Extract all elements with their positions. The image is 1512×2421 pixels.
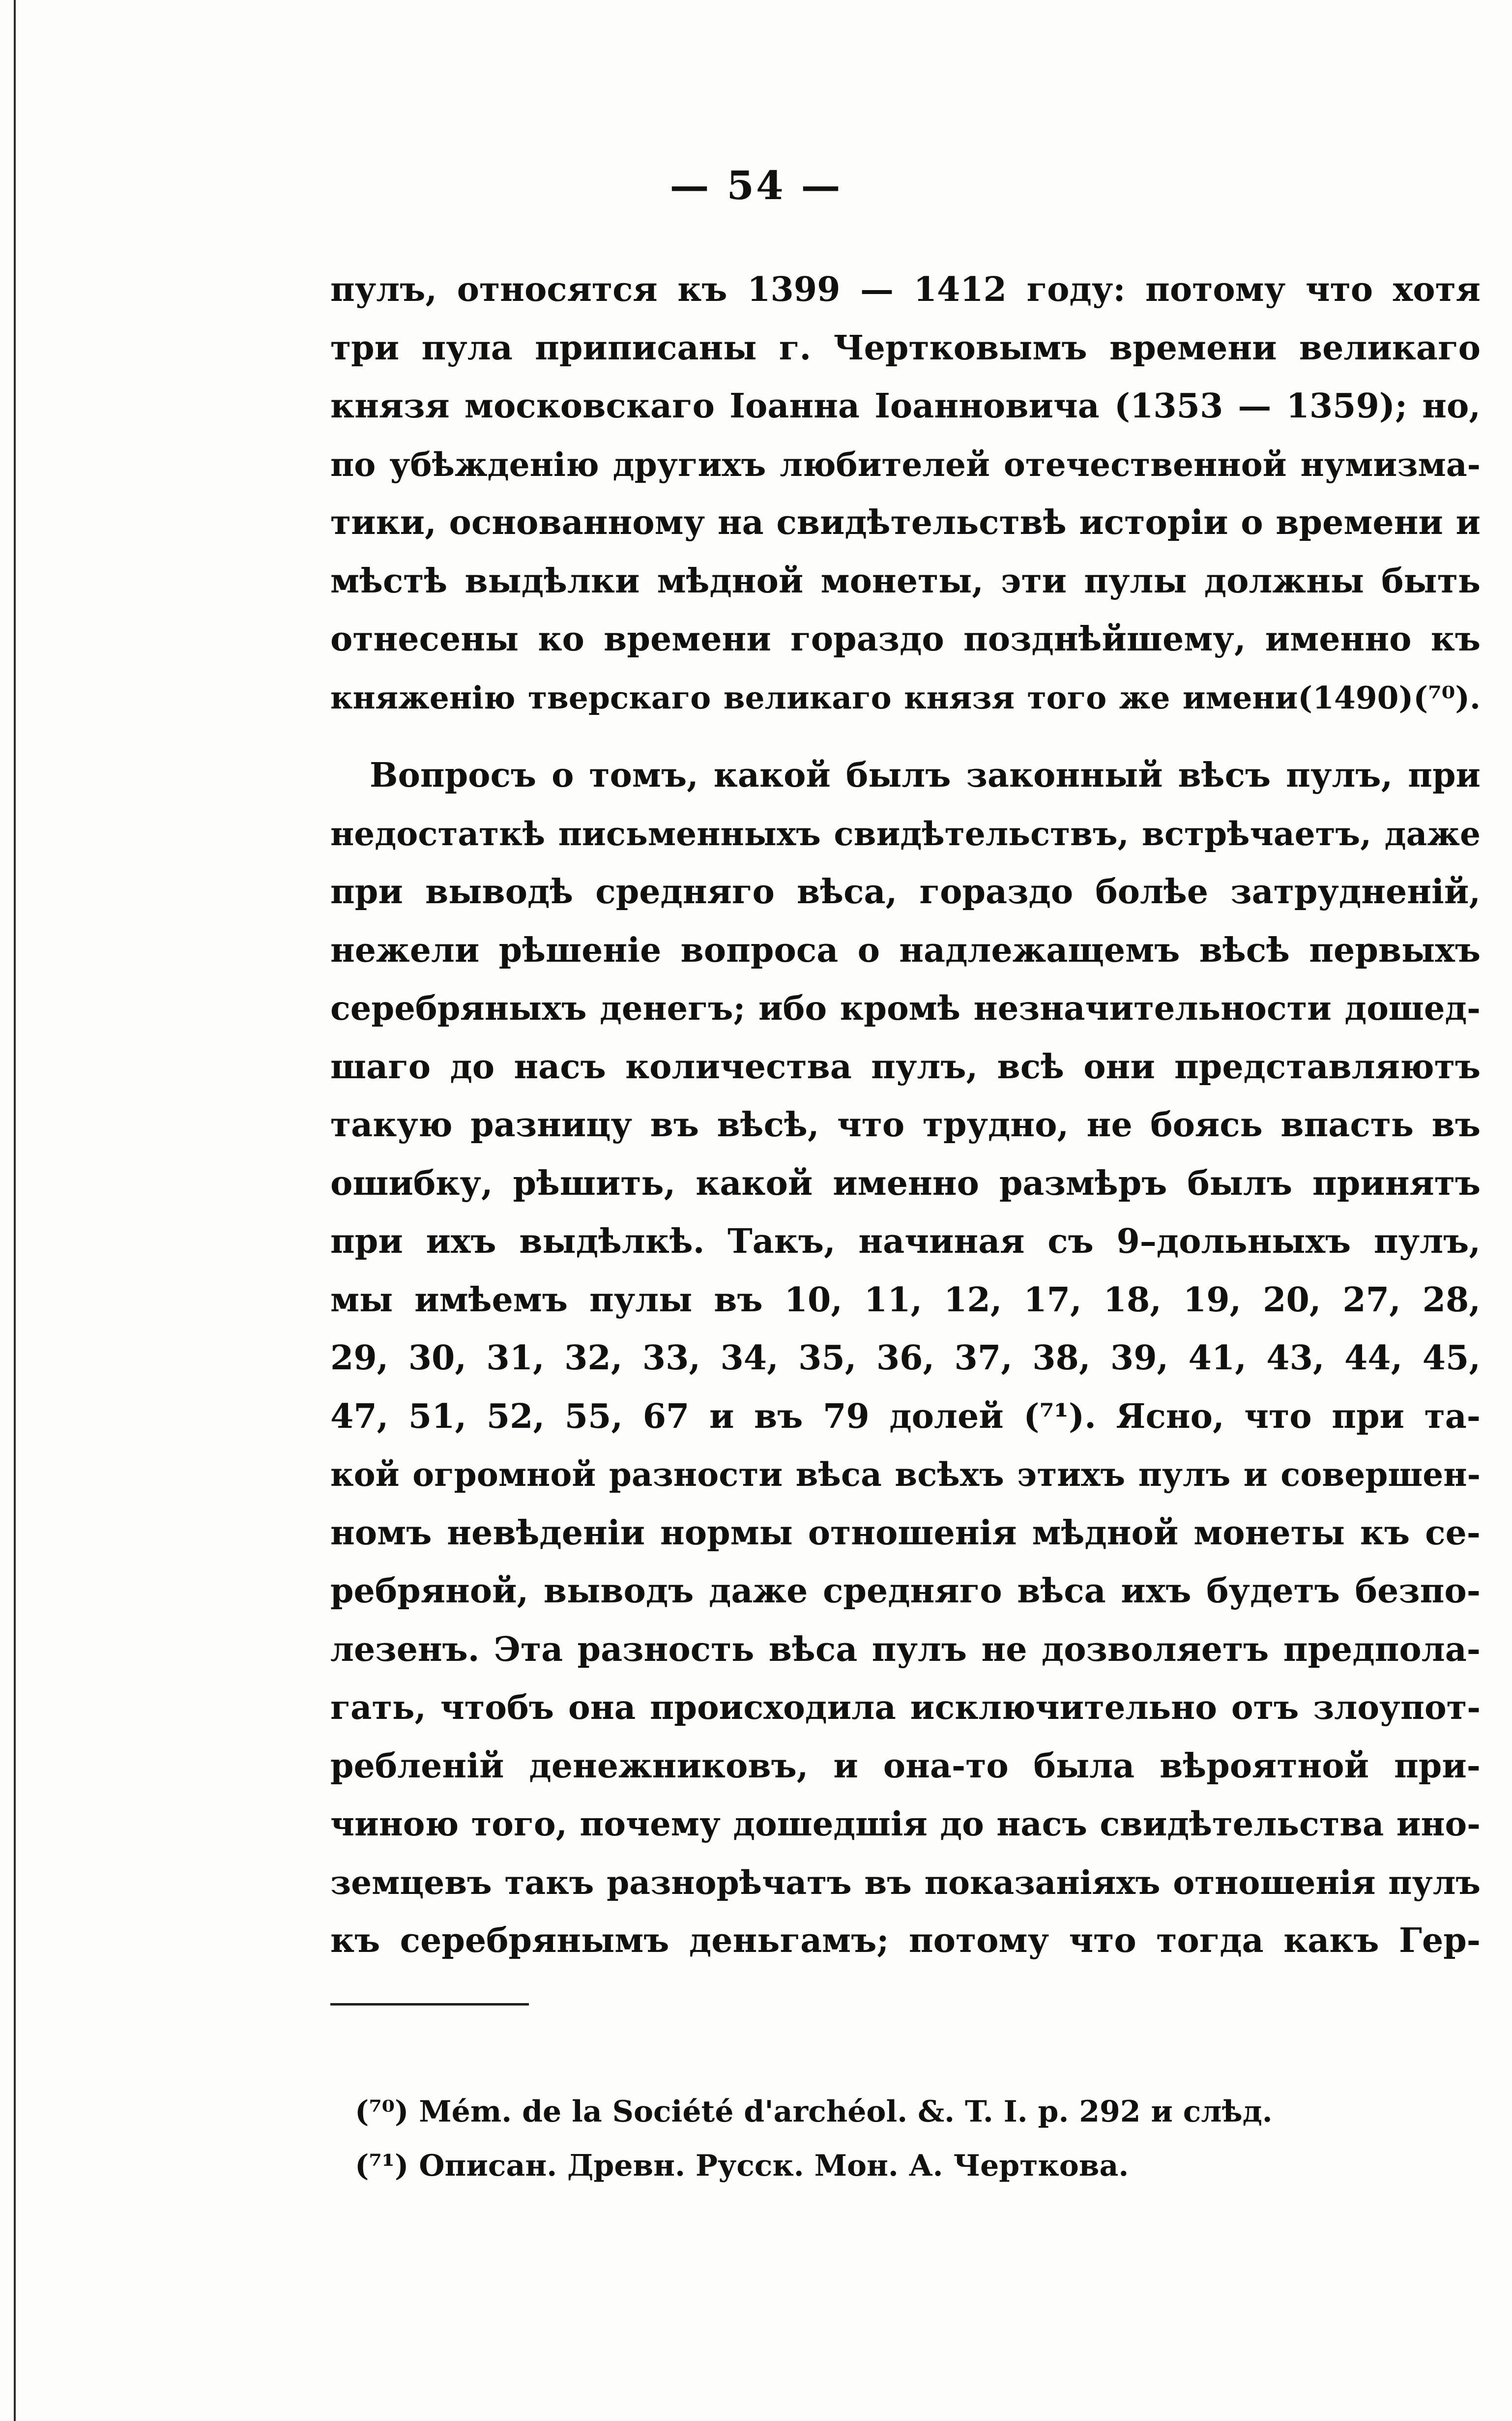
text-line: нежели рѣшеніе вопроса о надлежащемъ вѣсѣ первыхъ: [330, 930, 1481, 970]
footnote-70: (⁷⁰) Mém. de la Société d'archéol. &. T. I. p. 292 и слѣд.: [355, 2095, 1273, 2129]
text-line: три пула приписаны г. Чертковымъ времени великаго: [330, 328, 1481, 368]
footnote-71: (⁷¹) Описан. Древн. Русск. Мон. А. Черткова.: [355, 2149, 1129, 2183]
text-line: недостаткѣ письменныхъ свидѣтельствъ, встрѣчаетъ, даже: [330, 814, 1481, 853]
text-line: тики, основанному на свидѣтельствѣ исторіи о времени и: [330, 503, 1481, 542]
text-line: мы имѣемъ пулы въ 10, 11, 12, 17, 18, 19, 20, 27, 28,: [330, 1280, 1481, 1320]
text-line: 29, 30, 31, 32, 33, 34, 35, 36, 37, 38, 39, 41, 43, 44, 45,: [330, 1338, 1481, 1378]
text-line: княженію тверскаго великаго князя того же имени(1490)(⁷⁰).: [330, 679, 1481, 716]
paragraph-2: [330, 746, 1481, 1970]
text-line: 47, 51, 52, 55, 67 и въ 79 долей (⁷¹). Ясно, что при та-: [330, 1396, 1481, 1436]
footnote-separator: [330, 2003, 529, 2006]
text-line: Вопросъ о томъ, какой былъ законный вѣсъ пулъ, при: [370, 756, 1481, 795]
text-line: земцевъ такъ разнорѣчатъ въ показаніяхъ отношенія пулъ: [330, 1863, 1481, 1902]
binding-edge: [14, 0, 16, 2421]
text-line: чиною того, почему дошедшія до насъ свидѣтельства ино-: [330, 1804, 1481, 1843]
body-text: [330, 261, 1481, 1970]
text-line: мѣстѣ выдѣлки мѣдной монеты, эти пулы должны быть: [330, 561, 1481, 601]
text-line: ребряной, выводъ даже средняго вѣса ихъ будетъ безпо-: [330, 1571, 1481, 1611]
footnotes: [355, 2085, 1273, 2193]
text-line: лезенъ. Эта разность вѣса пулъ не дозволяетъ предпола-: [330, 1629, 1481, 1669]
text-line: гать, чтобъ она происходила исключительно отъ злоупот-: [330, 1688, 1481, 1727]
text-line: по убѣжденію другихъ любителей отечественной нумизма-: [330, 445, 1481, 484]
text-line: ошибку, рѣшить, какой именно размѣръ былъ принятъ: [330, 1163, 1481, 1203]
paragraph-gap: [330, 727, 1481, 746]
text-line: при выводѣ средняго вѣса, гораздо болѣе затрудненій,: [330, 872, 1481, 912]
text-line: при ихъ выдѣлкѣ. Такъ, начиная съ 9–дольныхъ пулъ,: [330, 1222, 1481, 1261]
text-line: такую разницу въ вѣсѣ, что трудно, не боясь впасть въ: [330, 1105, 1481, 1145]
text-line: серебряныхъ денегъ; ибо кромѣ незначительности дошед-: [330, 989, 1481, 1028]
text-line: кой огромной разности вѣса всѣхъ этихъ пулъ и совершен-: [330, 1455, 1481, 1494]
page-number: — 54 —: [669, 162, 843, 208]
text-line: отнесены ко времени гораздо позднѣйшему, именно къ: [330, 620, 1481, 659]
paragraph-1: [330, 261, 1481, 727]
text-line: къ серебрянымъ деньгамъ; потому что тогда какъ Гер-: [330, 1921, 1481, 1960]
text-line: шаго до насъ количества пулъ, всѣ они представляютъ: [330, 1047, 1481, 1087]
text-line: номъ невѣденіи нормы отношенія мѣдной монеты къ се-: [330, 1513, 1481, 1553]
text-line: пулъ, относятся къ 1399 — 1412 году: потому что хотя: [330, 270, 1481, 309]
text-line: князя московскаго Іоанна Іоанновича (1353 — 1359); но,: [330, 386, 1481, 426]
text-line: ребленій денежниковъ, и она-то была вѣроятной при-: [330, 1746, 1481, 1786]
